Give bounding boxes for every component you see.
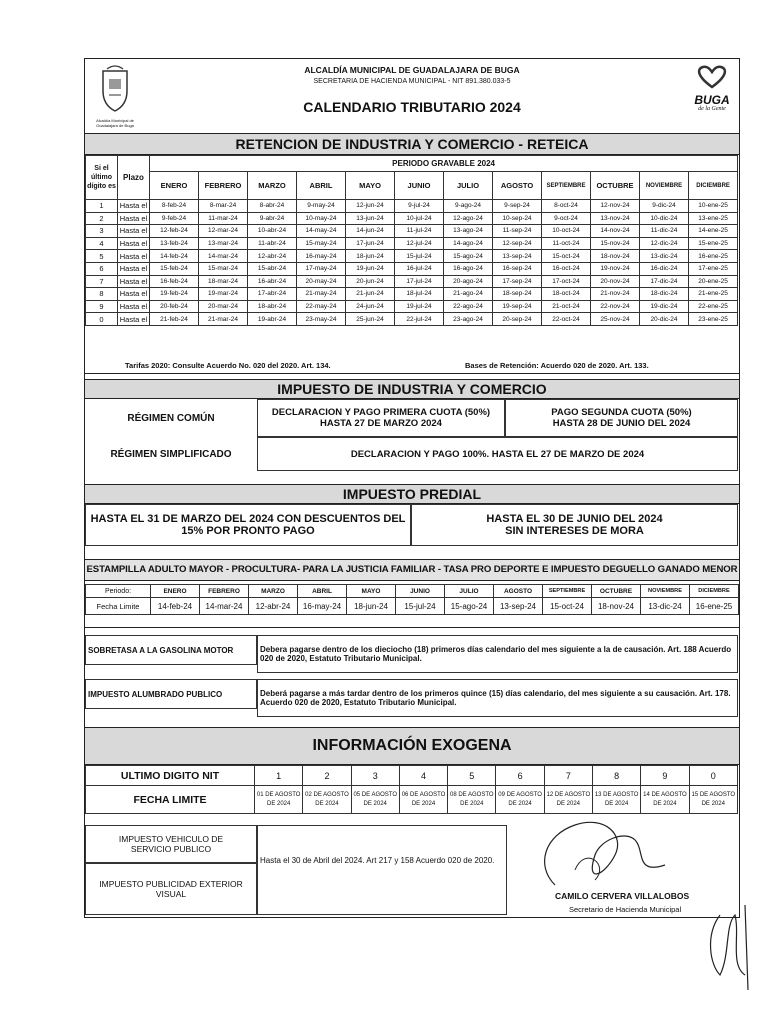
- reteica-date-cell: 20-nov-24: [591, 275, 640, 288]
- reteica-date-cell: 13-jun-24: [346, 212, 395, 225]
- reteica-date-cell: 8-oct-24: [542, 200, 591, 213]
- reteica-row: [86, 275, 738, 288]
- reteica-date-cell: 19-feb-24: [150, 288, 199, 301]
- exogena-digit-cell: 9: [641, 766, 689, 786]
- estampilla-band: ESTAMPILLA ADULTO MAYOR - PROCULTURA- PARA LA JUSTICIA FAMILIAR - TASA PRO DEPORTE E IMPUESTO DEGUELLO GANADO MENOR: [85, 559, 739, 581]
- reteica-date-cell: 20-ene-25: [689, 275, 738, 288]
- reteica-date-cell: 15-feb-24: [150, 262, 199, 275]
- reteica-date-cell: 12-dic-24: [640, 237, 689, 250]
- reteica-date-cell: 20-jun-24: [346, 275, 395, 288]
- reteica-digit-cell: 1: [86, 200, 118, 213]
- second-payment-line2: HASTA 28 DE JUNIO DEL 2024: [552, 418, 691, 429]
- reteica-date-cell: 15-abr-24: [248, 262, 297, 275]
- exogena-digit-cell: 8: [593, 766, 641, 786]
- reteica-row: [86, 250, 738, 263]
- reteica-date-cell: 20-feb-24: [150, 300, 199, 313]
- reteica-date-cell: 20-dic-24: [640, 313, 689, 326]
- estampilla-month-cell: DICIEMBRE: [690, 585, 739, 598]
- reteica-date-cell: 17-dic-24: [640, 275, 689, 288]
- left-logo-caption: Alcaldía Municipal de Guadalajara de Buga: [96, 118, 134, 128]
- exogena-date-year: DE 2024: [508, 800, 532, 807]
- reteica-digit-cell: 7: [86, 275, 118, 288]
- sobretasa-text: Debera pagarse dentro de los dieciocho (18) primeros días calendario del mes siguiente a la de causación. Art. 188 Acuerdo 020 de 2020, Estatuto Tributario Municipal.: [257, 635, 738, 673]
- reteica-date-cell: 20-sep-24: [493, 313, 542, 326]
- estampilla-date-cell: 15-oct-24: [543, 598, 592, 615]
- tax-calendar-document: [84, 58, 740, 918]
- reteica-row: [86, 262, 738, 275]
- estampilla-month-cell: NOVIEMBRE: [641, 585, 690, 598]
- vehiculo-label: IMPUESTO VEHICULO DE SERVICIO PUBLICO: [85, 825, 257, 863]
- reteica-date-cell: 16-jul-24: [395, 262, 444, 275]
- reteica-date-cell: 15-nov-24: [591, 237, 640, 250]
- reteica-date-cell: 16-dic-24: [640, 262, 689, 275]
- reteica-date-cell: 25-jun-24: [346, 313, 395, 326]
- reteica-date-cell: 22-ago-24: [444, 300, 493, 313]
- reteica-date-cell: 9-abr-24: [248, 212, 297, 225]
- exogena-digit-cell: 7: [544, 766, 592, 786]
- reteica-date-cell: 15-may-24: [297, 237, 346, 250]
- reteica-date-cell: 9-jul-24: [395, 200, 444, 213]
- reteica-month-header: NOVIEMBRE: [640, 172, 689, 200]
- predial-no-interest-text: [411, 504, 738, 546]
- estampilla-date-cell: 16-may-24: [298, 598, 347, 615]
- estampilla-date-cell: 14-feb-24: [151, 598, 200, 615]
- reteica-date-cell: 15-ene-25: [689, 237, 738, 250]
- reteica-date-cell: 18-dic-24: [640, 288, 689, 301]
- exogena-digit-cell: 1: [255, 766, 303, 786]
- reteica-date-cell: 15-jul-24: [395, 250, 444, 263]
- estampilla-month-cell: MAYO: [347, 585, 396, 598]
- reteica-date-cell: 22-jul-24: [395, 313, 444, 326]
- reteica-plazo-cell: Hasta el: [118, 262, 150, 275]
- exogena-date-day: 09 DE AGOSTO: [498, 791, 542, 798]
- estampilla-month-cell: AGOSTO: [494, 585, 543, 598]
- reteica-date-cell: 8-feb-24: [150, 200, 199, 213]
- reteica-date-cell: 17-abr-24: [248, 288, 297, 301]
- page-title: CALENDARIO TRIBUTARIO 2024: [303, 99, 521, 115]
- exogena-date-cell: [641, 786, 689, 814]
- exogena-date-year: DE 2024: [604, 800, 629, 807]
- predial-right-line2: SIN INTERESES DE MORA: [505, 525, 644, 537]
- exogena-date-year: DE 2024: [653, 800, 677, 807]
- reteica-date-cell: 9-sep-24: [493, 200, 542, 213]
- reteica-date-cell: 14-may-24: [297, 225, 346, 238]
- ica-band: IMPUESTO DE INDUSTRIA Y COMERCIO: [85, 379, 739, 399]
- reteica-date-cell: 25-nov-24: [591, 313, 640, 326]
- exogena-date-cell: [255, 786, 303, 814]
- reteica-date-cell: 18-jul-24: [395, 288, 444, 301]
- reteica-date-cell: 12-jun-24: [346, 200, 395, 213]
- estampilla-date-cell: 18-nov-24: [592, 598, 641, 615]
- alumbrado-label: IMPUESTO ALUMBRADO PUBLICO: [85, 679, 257, 709]
- reteica-date-cell: 15-oct-24: [542, 250, 591, 263]
- reteica-date-cell: 22-nov-24: [591, 300, 640, 313]
- reteica-date-cell: 16-ene-25: [689, 250, 738, 263]
- reteica-row: [86, 200, 738, 213]
- reteica-date-cell: 11-abr-24: [248, 237, 297, 250]
- signature-scribble: [515, 815, 685, 895]
- exogena-date-day: 13 DE AGOSTO: [594, 791, 639, 798]
- exogena-date-cell: [496, 786, 544, 814]
- reteica-month-header: ENERO: [150, 172, 199, 200]
- reteica-note-bases: Bases de Retención: Acuerdo 020 de 2020. Art. 133.: [465, 361, 649, 370]
- reteica-date-cell: 13-ene-25: [689, 212, 738, 225]
- estampilla-date-cell: 13-dic-24: [641, 598, 690, 615]
- exogena-date-cell: [303, 786, 351, 814]
- reteica-date-cell: 11-mar-24: [199, 212, 248, 225]
- estampilla-date-cell: 12-abr-24: [249, 598, 298, 615]
- reteica-month-header: ABRIL: [297, 172, 346, 200]
- reteica-plazo-cell: Hasta el: [118, 225, 150, 238]
- exogena-date-cell: [593, 786, 641, 814]
- exogena-date-year: DE 2024: [315, 800, 339, 807]
- exogena-date-day: 05 DE AGOSTO: [353, 791, 398, 798]
- right-logo-text: BUGA: [694, 93, 730, 107]
- reteica-date-cell: 17-oct-24: [542, 275, 591, 288]
- vehiculo-text: Hasta el 30 de Abril del 2024. Art 217 y 158 Acuerdo 020 de 2020.: [257, 825, 507, 915]
- reteica-date-cell: 12-mar-24: [199, 225, 248, 238]
- exogena-date-cell: [399, 786, 447, 814]
- reteica-plazo-cell: Hasta el: [118, 250, 150, 263]
- reteica-date-cell: 14-ago-24: [444, 237, 493, 250]
- exogena-date-cell: [448, 786, 496, 814]
- reteica-date-cell: 23-ene-25: [689, 313, 738, 326]
- estampilla-date-cell: 13-sep-24: [494, 598, 543, 615]
- reteica-date-cell: 18-mar-24: [199, 275, 248, 288]
- exogena-table: [85, 765, 738, 814]
- reteica-month-header: SEPTIEMBRE: [542, 172, 591, 200]
- reteica-date-cell: 23-ago-24: [444, 313, 493, 326]
- reteica-date-cell: 21-oct-24: [542, 300, 591, 313]
- reteica-date-cell: 16-feb-24: [150, 275, 199, 288]
- predial-left-line1: HASTA EL 31 DE MARZO DEL 2024 CON DESCUENTOS DEL: [90, 513, 406, 525]
- estampilla-table: [85, 584, 739, 615]
- reteica-date-cell: 19-jul-24: [395, 300, 444, 313]
- reteica-month-header: JULIO: [444, 172, 493, 200]
- exogena-digit-cell: 6: [496, 766, 544, 786]
- reteica-date-cell: 24-jun-24: [346, 300, 395, 313]
- signer-name: CAMILO CERVERA VILLALOBOS: [555, 891, 690, 901]
- regimen-comun-first-payment: [257, 399, 505, 437]
- exogena-date-day: 02 DE AGOSTO: [305, 791, 349, 798]
- regimen-comun-label: RÉGIMEN COMÚN: [127, 412, 215, 424]
- reteica-date-cell: 14-jun-24: [346, 225, 395, 238]
- reteica-row: [86, 313, 738, 326]
- reteica-date-cell: 21-jun-24: [346, 288, 395, 301]
- reteica-month-header: JUNIO: [395, 172, 444, 200]
- reteica-row: [86, 225, 738, 238]
- reteica-date-cell: 14-ene-25: [689, 225, 738, 238]
- estampilla-month-cell: JULIO: [445, 585, 494, 598]
- margin-signature-scribble: [700, 895, 760, 995]
- reteica-date-cell: 8-abr-24: [248, 200, 297, 213]
- reteica-date-cell: 21-may-24: [297, 288, 346, 301]
- reteica-date-cell: 21-ene-25: [689, 288, 738, 301]
- reteica-date-cell: 10-ene-25: [689, 200, 738, 213]
- reteica-digit-cell: 2: [86, 212, 118, 225]
- exogena-date-day: 14 DE AGOSTO: [643, 791, 687, 798]
- reteica-date-cell: 19-nov-24: [591, 262, 640, 275]
- regimen-simplificado-text: DECLARACION Y PAGO 100%. HASTA EL 27 DE MARZO DE 2024: [257, 437, 738, 471]
- reteica-date-cell: 12-feb-24: [150, 225, 199, 238]
- estampilla-date-cell: 15-ago-24: [445, 598, 494, 615]
- reteica-date-cell: 12-sep-24: [493, 237, 542, 250]
- exogena-date-cell: [351, 786, 399, 814]
- reteica-digit-cell: 8: [86, 288, 118, 301]
- reteica-date-cell: 19-abr-24: [248, 313, 297, 326]
- reteica-date-cell: 21-mar-24: [199, 313, 248, 326]
- reteica-date-cell: 22-ene-25: [689, 300, 738, 313]
- exogena-date-day: 15 DE AGOSTO: [691, 791, 736, 798]
- heart-icon: [694, 65, 730, 89]
- reteica-date-cell: 20-may-24: [297, 275, 346, 288]
- reteica-month-header: MARZO: [248, 172, 297, 200]
- reteica-date-cell: 17-ene-25: [689, 262, 738, 275]
- reteica-date-cell: 18-abr-24: [248, 300, 297, 313]
- reteica-date-cell: 12-nov-24: [591, 200, 640, 213]
- reteica-date-cell: 19-sep-24: [493, 300, 542, 313]
- reteica-note-tarifas: Tarifas 2020: Consulte Acuerdo No. 020 del 2020. Art. 134.: [125, 361, 331, 370]
- reteica-date-cell: 21-feb-24: [150, 313, 199, 326]
- estampilla-month-cell: OCTUBRE: [592, 585, 641, 598]
- exogena-date-year: DE 2024: [701, 800, 725, 807]
- estampilla-month-cell: SEPTIEMBRE: [543, 585, 592, 598]
- exogena-date-year: DE 2024: [411, 800, 436, 807]
- reteica-plazo-cell: Hasta el: [118, 275, 150, 288]
- exogena-digit-cell: 3: [351, 766, 399, 786]
- reteica-date-cell: 17-may-24: [297, 262, 346, 275]
- reteica-date-cell: 16-ago-24: [444, 262, 493, 275]
- reteica-plazo-cell: Hasta el: [118, 300, 150, 313]
- estampilla-month-cell: MARZO: [249, 585, 298, 598]
- reteica-date-cell: 18-sep-24: [493, 288, 542, 301]
- reteica-plazo-cell: Hasta el: [118, 288, 150, 301]
- reteica-date-cell: 22-oct-24: [542, 313, 591, 326]
- reteica-date-cell: 11-dic-24: [640, 225, 689, 238]
- reteica-date-cell: 18-nov-24: [591, 250, 640, 263]
- alumbrado-text: Deberá pagarse a más tardar dentro de los primeros quince (15) días calendario, del mes siguiente a su causación. Art. 178. Acuerdo 020 de 2020, Estatuto Tributario Municipal.: [257, 679, 738, 717]
- reteica-table: [85, 155, 738, 326]
- exogena-date-year: DE 2024: [266, 800, 291, 807]
- right-logo-sub: de la Gente: [698, 106, 726, 112]
- predial-band: IMPUESTO PREDIAL: [85, 484, 739, 504]
- reteica-date-cell: 13-nov-24: [591, 212, 640, 225]
- reteica-date-cell: 15-ago-24: [444, 250, 493, 263]
- reteica-date-cell: 17-sep-24: [493, 275, 542, 288]
- reteica-date-cell: 21-nov-24: [591, 288, 640, 301]
- header-title-secretaria: SECRETARIA DE HACIENDA MUNICIPAL - NIT 891.380.033-5: [313, 78, 511, 85]
- regimen-comun-second-payment: [505, 399, 738, 437]
- reteica-date-cell: 18-oct-24: [542, 288, 591, 301]
- reteica-date-cell: 11-sep-24: [493, 225, 542, 238]
- reteica-row: [86, 288, 738, 301]
- reteica-month-header: AGOSTO: [493, 172, 542, 200]
- reteica-date-cell: 13-dic-24: [640, 250, 689, 263]
- reteica-date-cell: 19-jun-24: [346, 262, 395, 275]
- reteica-date-cell: 20-mar-24: [199, 300, 248, 313]
- exogena-date-cell: [544, 786, 592, 814]
- reteica-date-cell: 13-sep-24: [493, 250, 542, 263]
- reteica-date-cell: 11-oct-24: [542, 237, 591, 250]
- exogena-date-label: FECHA LIMITE: [86, 786, 255, 814]
- reteica-date-cell: 17-jul-24: [395, 275, 444, 288]
- reteica-date-cell: 10-jul-24: [395, 212, 444, 225]
- reteica-date-cell: 8-mar-24: [199, 200, 248, 213]
- exogena-digit-cell: 2: [303, 766, 351, 786]
- exogena-date-year: DE 2024: [556, 800, 581, 807]
- predial-discount-text: [85, 504, 411, 546]
- reteica-date-cell: 13-ago-24: [444, 225, 493, 238]
- exogena-date-day: 08 DE AGOSTO: [450, 791, 494, 798]
- estampilla-month-cell: ENERO: [151, 585, 200, 598]
- reteica-date-cell: 12-abr-24: [248, 250, 297, 263]
- reteica-date-cell: 19-dic-24: [640, 300, 689, 313]
- estampilla-month-cell: ABRIL: [298, 585, 347, 598]
- reteica-date-cell: 9-ago-24: [444, 200, 493, 213]
- reteica-date-cell: 19-mar-24: [199, 288, 248, 301]
- estampilla-date-cell: 15-jul-24: [396, 598, 445, 615]
- second-payment-line1: PAGO SEGUNDA CUOTA (50%): [551, 407, 692, 418]
- reteica-digit-cell: 3: [86, 225, 118, 238]
- reteica-date-cell: 10-abr-24: [248, 225, 297, 238]
- exogena-date-cell: [689, 786, 737, 814]
- reteica-digit-cell: 9: [86, 300, 118, 313]
- estampilla-month-cell: FEBRERO: [200, 585, 249, 598]
- reteica-date-cell: 9-dic-24: [640, 200, 689, 213]
- reteica-date-cell: 9-oct-24: [542, 212, 591, 225]
- reteica-date-cell: 16-sep-24: [493, 262, 542, 275]
- reteica-date-cell: 12-ago-24: [444, 212, 493, 225]
- reteica-date-cell: 10-sep-24: [493, 212, 542, 225]
- exogena-date-year: DE 2024: [363, 800, 387, 807]
- reteica-plazo-cell: Hasta el: [118, 212, 150, 225]
- reteica-date-cell: 12-jul-24: [395, 237, 444, 250]
- reteica-date-cell: 17-jun-24: [346, 237, 395, 250]
- reteica-date-cell: 22-may-24: [297, 300, 346, 313]
- reteica-month-header: OCTUBRE: [591, 172, 640, 200]
- reteica-date-cell: 15-mar-24: [199, 262, 248, 275]
- reteica-date-cell: 20-ago-24: [444, 275, 493, 288]
- exogena-digit-cell: 5: [448, 766, 496, 786]
- exogena-date-day: 12 DE AGOSTO: [546, 791, 591, 798]
- reteica-date-cell: 14-feb-24: [150, 250, 199, 263]
- col-header-digit: Si el último dígito es: [86, 156, 118, 200]
- reteica-date-cell: 10-dic-24: [640, 212, 689, 225]
- predial-right-line1: HASTA EL 30 DE JUNIO DEL 2024: [486, 513, 663, 525]
- exogena-digit-cell: 0: [689, 766, 737, 786]
- reteica-date-cell: 11-jul-24: [395, 225, 444, 238]
- predial-left-line2: 15% POR PRONTO PAGO: [181, 525, 315, 537]
- reteica-date-cell: 16-may-24: [297, 250, 346, 263]
- estampilla-fecha-label: Fecha Limite: [86, 598, 151, 615]
- reteica-row: [86, 300, 738, 313]
- estampilla-date-cell: 18-jun-24: [347, 598, 396, 615]
- exogena-date-day: 01 DE AGOSTO: [256, 791, 301, 798]
- header-title-municipality: ALCALDÍA MUNICIPAL DE GUADALAJARA DE BUGA: [304, 65, 520, 75]
- reteica-date-cell: 21-ago-24: [444, 288, 493, 301]
- reteica-date-cell: 16-oct-24: [542, 262, 591, 275]
- reteica-row: [86, 237, 738, 250]
- estampilla-periodo-label: Periodo:: [86, 585, 151, 598]
- exogena-digit-label: ULTIMO DIGITO NIT: [86, 766, 255, 786]
- sobretasa-label: SOBRETASA A LA GASOLINA MOTOR: [85, 635, 257, 665]
- reteica-date-cell: 14-nov-24: [591, 225, 640, 238]
- reteica-date-cell: 13-mar-24: [199, 237, 248, 250]
- reteica-band: RETENCION DE INDUSTRIA Y COMERCIO - RETEICA: [85, 133, 739, 155]
- buga-brand-logo: [689, 65, 735, 125]
- exogena-date-day: 06 DE AGOSTO: [401, 791, 446, 798]
- reteica-date-cell: 13-feb-24: [150, 237, 199, 250]
- publicidad-label: IMPUESTO PUBLICIDAD EXTERIOR VISUAL: [85, 863, 257, 915]
- periodo-gravable-header: PERIODO GRAVABLE 2024: [150, 156, 738, 172]
- first-payment-line2: HASTA 27 DE MARZO 2024: [320, 418, 442, 429]
- estampilla-month-cell: JUNIO: [396, 585, 445, 598]
- reteica-date-cell: 23-may-24: [297, 313, 346, 326]
- exogena-date-year: DE 2024: [460, 800, 484, 807]
- reteica-date-cell: 9-feb-24: [150, 212, 199, 225]
- reteica-date-cell: 10-oct-24: [542, 225, 591, 238]
- reteica-row: [86, 212, 738, 225]
- col-header-plazo: Plazo: [118, 156, 150, 200]
- reteica-plazo-cell: Hasta el: [118, 313, 150, 326]
- reteica-plazo-cell: Hasta el: [118, 200, 150, 213]
- reteica-date-cell: 9-may-24: [297, 200, 346, 213]
- reteica-date-cell: 10-may-24: [297, 212, 346, 225]
- exogena-digit-cell: 4: [399, 766, 447, 786]
- reteica-month-header: DICIEMBRE: [689, 172, 738, 200]
- reteica-date-cell: 18-jun-24: [346, 250, 395, 263]
- reteica-date-cell: 16-abr-24: [248, 275, 297, 288]
- first-payment-line1: DECLARACION Y PAGO PRIMERA CUOTA (50%): [271, 407, 491, 418]
- estampilla-date-cell: 16-ene-25: [690, 598, 739, 615]
- signer-title: Secretario de Hacienda Municipal: [569, 905, 682, 914]
- reteica-digit-cell: 0: [86, 313, 118, 326]
- reteica-date-cell: 14-mar-24: [199, 250, 248, 263]
- reteica-digit-cell: 6: [86, 262, 118, 275]
- reteica-plazo-cell: Hasta el: [118, 237, 150, 250]
- reteica-digit-cell: 4: [86, 237, 118, 250]
- exogena-band: INFORMACIÓN EXOGENA: [85, 727, 739, 765]
- regimen-simplificado-label: RÉGIMEN SIMPLIFICADO: [110, 448, 232, 460]
- estampilla-date-cell: 14-mar-24: [200, 598, 249, 615]
- reteica-month-header: FEBRERO: [199, 172, 248, 200]
- reteica-digit-cell: 5: [86, 250, 118, 263]
- reteica-month-header: MAYO: [346, 172, 395, 200]
